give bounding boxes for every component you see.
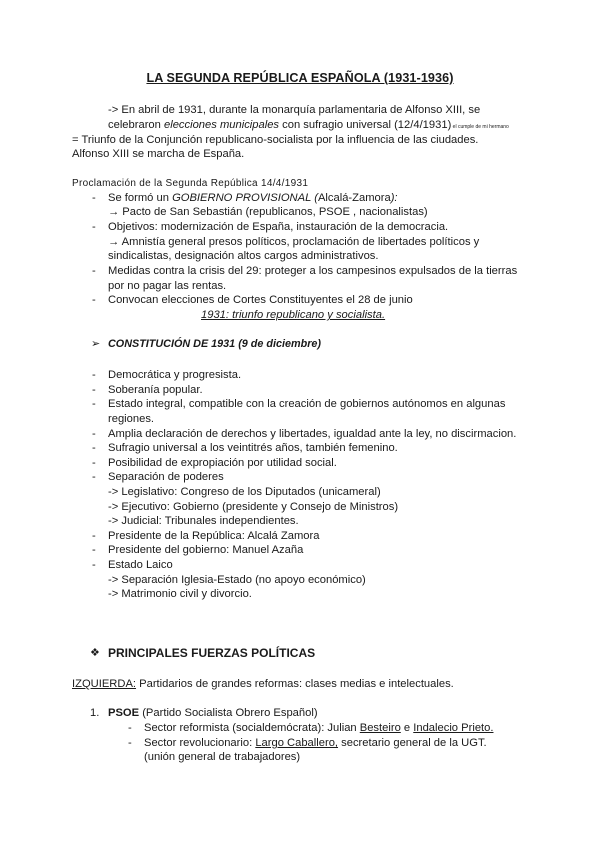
- proclamacion-item-2-sub-1: → Amnistía general presos políticos, proclamación de libertades políticos y: [108, 236, 480, 248]
- sector-revolucionario-cont: (unión general de trabajadores): [144, 751, 301, 763]
- laico-item: -> Matrimonio civil y divorcio.: [108, 588, 252, 600]
- dash: -: [92, 428, 96, 440]
- dash: -: [92, 369, 96, 381]
- fuerzas-heading: PRINCIPALES FUERZAS POLÍTICAS: [108, 646, 316, 660]
- dash: -: [92, 544, 96, 556]
- dash: -: [92, 265, 96, 277]
- sector-reformista: Sector reformista (socialdemócrata): Julian Besteiro e Indalecio Prieto.: [144, 722, 494, 734]
- arrow-bullet-icon: ➢: [91, 338, 101, 350]
- diamond-bullet-icon: ❖: [90, 647, 100, 659]
- constitucion-item: Democrática y progresista.: [108, 369, 242, 381]
- proclamacion-item-1-sub: → Pacto de San Sebastián (republicanos, PSOE , nacionalistas): [108, 206, 428, 218]
- dash: -: [92, 294, 96, 306]
- poderes-item: -> Ejecutivo: Gobierno (presidente y Consejo de Ministros): [108, 501, 399, 513]
- dash: -: [92, 559, 96, 571]
- constitucion-item-cont: regiones.: [108, 413, 155, 425]
- laico-item: -> Separación Iglesia-Estado (no apoyo económico): [108, 574, 366, 586]
- proclamacion-item-2-sub-2: sindicalistas, designación altos cargos administrativos.: [108, 250, 379, 262]
- dash: -: [128, 737, 132, 749]
- poderes-item: -> Legislativo: Congreso de los Diputados (unicameral): [108, 486, 381, 498]
- intro-line-4: Alfonso XIII se marcha de España.: [72, 148, 245, 160]
- constitucion-item: Estado integral, compatible con la creación de gobiernos autónomos en algunas: [108, 398, 506, 410]
- dash: -: [92, 442, 96, 454]
- dash: -: [92, 192, 96, 204]
- poderes-item: -> Judicial: Tribunales independientes.: [108, 515, 299, 527]
- dash: -: [92, 384, 96, 396]
- dash: -: [92, 530, 96, 542]
- dash: -: [128, 722, 132, 734]
- constitucion-item: Sufragio universal a los veintitrés años, también femenino.: [108, 442, 398, 454]
- proclamacion-result: 1931: triunfo republicano y socialista.: [201, 309, 386, 321]
- izquierda-line: IZQUIERDA: Partidarios de grandes reformas: clases medias e intelectuales.: [72, 678, 454, 690]
- page-title: LA SEGUNDA REPÚBLICA ESPAÑOLA (1931-1936): [146, 71, 454, 85]
- intro-line-3: = Triunfo de la Conjunción republicano-socialista por la influencia de las ciudades.: [72, 134, 479, 146]
- dash: -: [92, 221, 96, 233]
- constitucion-item: Posibilidad de expropiación por utilidad social.: [108, 457, 337, 469]
- constitucion-item: Presidente del gobierno: Manuel Azaña: [108, 544, 304, 556]
- proclamacion-item-3-line-1: Medidas contra la crisis del 29: proteger a los campesinos expulsados de la tierras: [108, 265, 518, 277]
- proclamacion-item-1: Se formó un GOBIERNO PROVISIONAL (Alcalá-Zamora):: [108, 192, 398, 204]
- proclamacion-heading: Proclamación de la Segunda República 14/4/1931: [72, 178, 309, 189]
- intro-line-1: -> En abril de 1931, durante la monarquía parlamentaria de Alfonso XIII, se: [108, 104, 481, 116]
- dash: -: [92, 457, 96, 469]
- constitucion-item: Separación de poderes: [108, 471, 224, 483]
- proclamacion-item-4: Convocan elecciones de Cortes Constituyentes el 28 de junio: [108, 294, 413, 306]
- constitucion-heading: CONSTITUCIÓN DE 1931 (9 de diciembre): [108, 338, 321, 350]
- psoe-number: 1.: [90, 707, 100, 719]
- sector-revolucionario: Sector revolucionario: Largo Caballero, secretario general de la UGT.: [144, 737, 487, 749]
- dash: -: [92, 471, 96, 483]
- intro-line-2: celebraron elecciones municipales con sufragio universal (12/4/1931) el cumple de mi hermano: [108, 119, 509, 131]
- psoe-line: PSOE (Partido Socialista Obrero Español): [108, 707, 318, 719]
- proclamacion-item-2: Objetivos: modernización de España, instauración de la democracia.: [108, 221, 449, 233]
- proclamacion-item-3-line-2: por no pagar las rentas.: [108, 280, 227, 292]
- constitucion-item: Estado Laico: [108, 559, 173, 571]
- constitucion-item: Soberanía popular.: [108, 384, 203, 396]
- constitucion-item: Amplia declaración de derechos y libertades, igualdad ante la ley, no discirmacion.: [108, 428, 517, 440]
- constitucion-item: Presidente de la República: Alcalá Zamora: [108, 530, 320, 542]
- dash: -: [92, 398, 96, 410]
